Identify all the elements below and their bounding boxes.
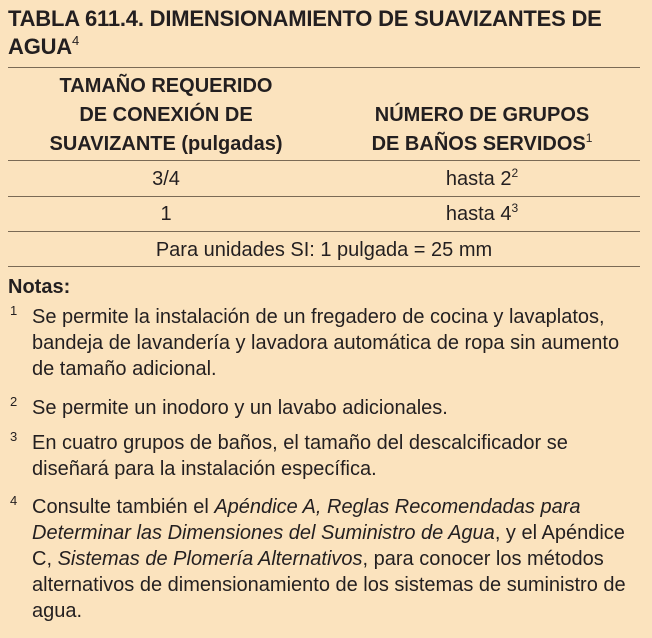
row-1-note-mark: 2 — [511, 166, 519, 180]
row-2-groups — [324, 201, 640, 227]
row-1-groups-text: hasta 2 — [445, 168, 512, 190]
header-connection-size — [8, 72, 324, 159]
notes-heading: Notas: — [8, 276, 71, 298]
note-4-appendix-c-title: Sistemas de Plomería Alternativos — [57, 548, 363, 570]
title-rule — [8, 67, 640, 68]
note-2 — [8, 395, 638, 421]
row-1-size: 3/4 — [152, 168, 180, 190]
note-4-part-1: Consulte también el — [32, 496, 215, 518]
header-size-line-1: TAMAÑO REQUERIDO — [59, 75, 273, 97]
note-2-mark: 2 — [10, 394, 18, 409]
row-2-groups-text: hasta 4 — [445, 203, 512, 225]
row-2-rule — [8, 231, 640, 232]
note-4 — [8, 494, 638, 624]
row-2-note-mark: 3 — [511, 201, 519, 215]
table-title-note-mark: 4 — [71, 33, 80, 48]
note-1 — [8, 304, 638, 382]
note-4-appendix-a-title: Apéndice A, Reglas Recomendadas para Determinar las Dimensiones del Suministro de Agua — [32, 496, 581, 544]
header-groups-line-2: DE BAÑOS SERVIDOS — [371, 133, 586, 155]
note-3 — [8, 430, 638, 482]
note-1-mark: 1 — [10, 303, 18, 318]
note-1-text: Se permite la instalación de un fregadero de cocina y lavaplatos, bandeja de lavandería y lavadora automática de ropa sin aumento de tamaño adicional. — [32, 306, 620, 380]
table-title — [8, 5, 644, 61]
note-4-mark: 4 — [10, 493, 18, 508]
note-4-text — [32, 494, 638, 624]
table-title-text: TABLA 611.4. DIMENSIONAMIENTO DE SUAVIZANTES DE AGUA — [8, 6, 602, 59]
note-4-part-5: , para conocer los métodos alternativos de dimensionamiento de los sistemas de suministro de agua. — [32, 548, 626, 622]
table-bottom-rule — [8, 266, 640, 267]
row-1-rule — [8, 196, 640, 197]
header-size-line-3: SUAVIZANTE (pulgadas) — [49, 133, 283, 155]
note-4-part-3: , y el Apéndice C, — [32, 522, 625, 570]
si-conversion-note: Para unidades SI: 1 pulgada = 25 mm — [155, 239, 493, 261]
header-rule — [8, 160, 640, 161]
header-size-line-2: DE CONEXIÓN DE — [79, 104, 253, 126]
row-2-size: 1 — [160, 203, 172, 225]
row-1-groups — [324, 166, 640, 192]
header-groups-line-1: NÚMERO DE GRUPOS — [374, 104, 590, 126]
note-3-text: En cuatro grupos de baños, el tamaño del descalcificador se diseñará para la instalación específica. — [32, 432, 568, 480]
header-bath-groups — [324, 101, 640, 159]
note-3-mark: 3 — [10, 429, 18, 444]
header-groups-note-mark: 1 — [585, 131, 593, 145]
note-2-text: Se permite un inodoro y un lavabo adicionales. — [32, 397, 448, 419]
